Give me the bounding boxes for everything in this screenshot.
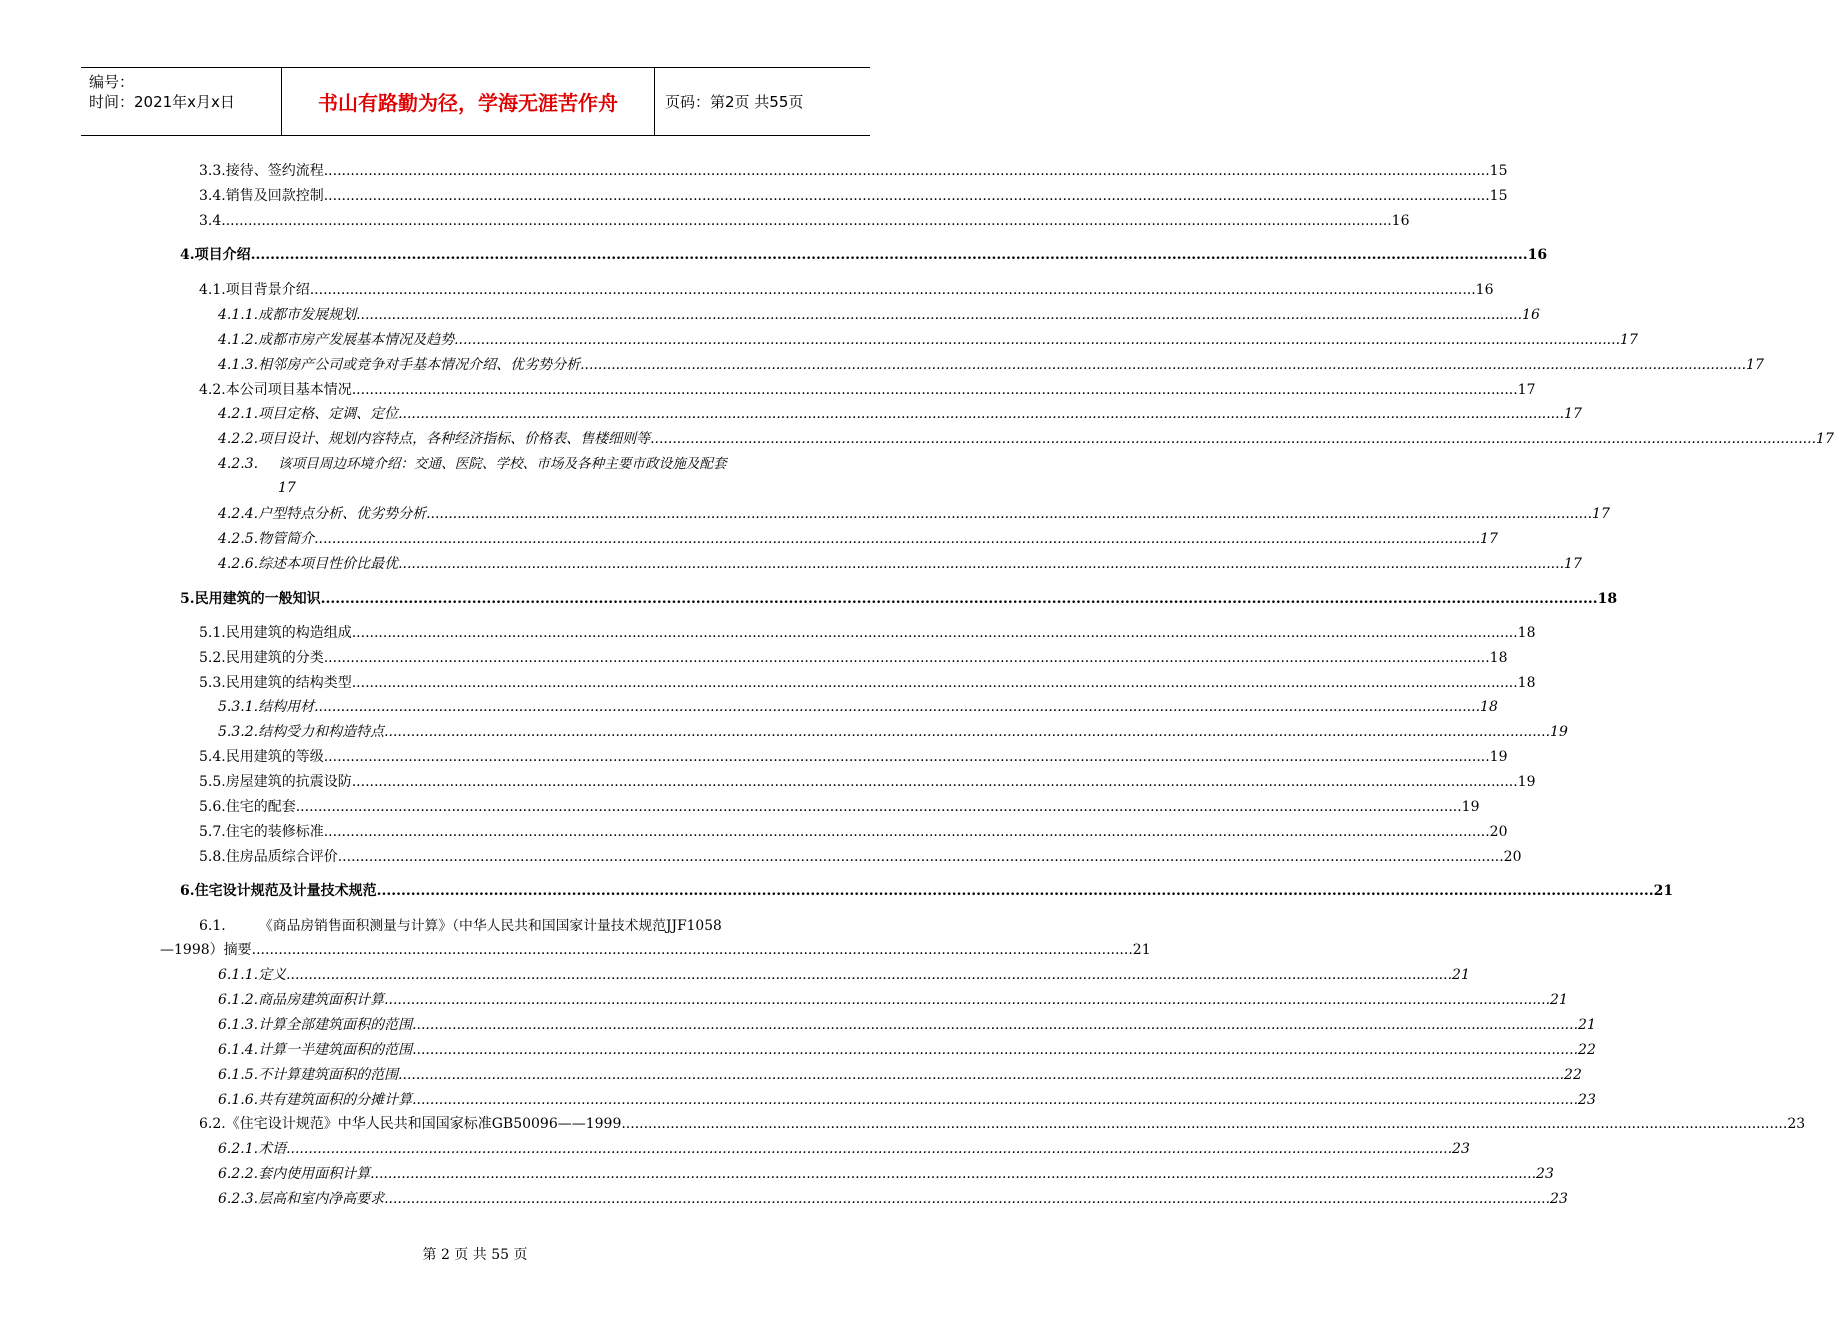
toc-page: 16 (1527, 247, 1548, 263)
toc-title-cont: —1998）摘要 (160, 942, 252, 958)
toc-subentry[interactable] (218, 695, 1498, 719)
toc-leader (384, 720, 1550, 744)
page-footer: 第 2 页 共 55 页 (422, 1247, 528, 1263)
toc-page: 20 (1489, 824, 1508, 840)
toc-leader (384, 1187, 1550, 1211)
toc-entry[interactable] (199, 621, 1536, 645)
toc-entry[interactable] (199, 209, 1410, 233)
toc-subentry[interactable] (218, 1187, 1568, 1211)
toc-number: 6.1.1. (218, 967, 259, 983)
toc-page: 23 (1550, 1191, 1568, 1207)
toc-number: 4.2.5. (218, 531, 259, 547)
toc-entry[interactable] (199, 671, 1536, 695)
toc-page: 21 (1550, 992, 1568, 1008)
toc-leader (314, 527, 1480, 551)
toc-entry[interactable] (199, 278, 1494, 302)
toc-leader (398, 1063, 1564, 1087)
header-motto: 书山有路勤为径，学海无涯苦作舟 (281, 68, 655, 135)
toc-subentry[interactable] (218, 1162, 1554, 1186)
toc-number: 4.2. (199, 382, 226, 398)
toc-leader: ...................................................................................................................................................................................................... (251, 942, 1133, 958)
toc-number: 5.5. (199, 774, 226, 790)
toc-page: 16 (1522, 307, 1540, 323)
toc-title: 该项目周边环境介绍：交通、医院、学校、市场及各种主要市政设施及配套 (278, 456, 727, 472)
page-header (81, 67, 870, 136)
toc-leader (251, 243, 1528, 267)
toc-page: 15 (1489, 188, 1508, 204)
toc-title: 套内使用面积计算 (258, 1166, 371, 1182)
toc-number: 4.1. (199, 282, 226, 298)
toc-entry[interactable] (199, 770, 1536, 794)
toc-leader (296, 795, 1462, 819)
toc-title: 户型特点分析、优劣势分析 (258, 506, 427, 522)
toc-subentry[interactable] (218, 1013, 1596, 1037)
toc-leader (324, 184, 1490, 208)
toc-leader (321, 587, 1598, 611)
toc-page: 15 (1489, 163, 1508, 179)
toc-page: 18 (1517, 675, 1536, 691)
toc-leader (384, 988, 1550, 1012)
toc-page: 17 (278, 480, 296, 496)
toc-leader (412, 1013, 1578, 1037)
toc-number: 6.2.1. (218, 1141, 259, 1157)
toc-leader (286, 963, 1452, 987)
toc-number: 5.7. (199, 824, 226, 840)
toc-leader (580, 353, 1746, 377)
toc-entry[interactable] (199, 378, 1536, 402)
toc-page: 17 (1592, 506, 1610, 522)
toc-number: 3.4. (199, 188, 226, 204)
toc-page: 17 (1746, 357, 1764, 373)
toc-title: 民用建筑的一般知识 (194, 591, 321, 607)
toc-title: 商品房建筑面积计算 (258, 992, 385, 1008)
toc-entry[interactable] (199, 795, 1480, 819)
toc-subentry[interactable] (218, 502, 1610, 526)
toc-title: 相邻房产公司或竞争对手基本情况介绍、优劣势分析 (258, 357, 581, 373)
toc-title: 综述本项目性价比最优 (258, 556, 399, 572)
toc-number: 4. (180, 247, 195, 263)
toc-subentry[interactable] (218, 427, 1834, 451)
toc-chapter[interactable] (180, 243, 1548, 267)
toc-subentry[interactable] (218, 353, 1764, 377)
toc-leader (352, 770, 1518, 794)
toc-number: 4.1.1. (218, 307, 259, 323)
toc-number: 6.1.6. (218, 1092, 259, 1108)
toc-leader (324, 820, 1490, 844)
toc-leader (412, 1038, 1578, 1062)
toc-page: 19 (1461, 799, 1480, 815)
toc-title: 民用建筑的分类 (225, 650, 324, 666)
toc-leader (398, 552, 1564, 576)
toc-leader (370, 1162, 1536, 1186)
toc-entry[interactable] (199, 159, 1508, 183)
toc-subentry-wrapped[interactable] (218, 452, 806, 500)
toc-title: 项目设计、规划内容特点，各种经济指标、价格表、售楼细则等 (258, 431, 651, 447)
toc-page: 21 (1132, 942, 1151, 958)
toc-page: 16 (1391, 213, 1410, 229)
toc-page: 16 (1475, 282, 1494, 298)
toc-page: 22 (1564, 1067, 1582, 1083)
toc-entry[interactable] (199, 845, 1522, 869)
toc-number: 6.2.3. (218, 1191, 259, 1207)
toc-number: 5.8. (199, 849, 226, 865)
toc-number: 5.3.1. (218, 699, 259, 715)
toc-number: 6.2.2. (218, 1166, 259, 1182)
toc-title: 结构受力和构造特点 (258, 724, 385, 740)
toc-leader (286, 1137, 1452, 1161)
toc-entry-wrapped[interactable] (160, 914, 1151, 962)
toc-title: 定义 (258, 967, 287, 983)
toc-subentry[interactable] (218, 1137, 1470, 1161)
toc-page: 23 (1536, 1166, 1554, 1182)
toc-leader (352, 378, 1518, 402)
toc-leader (454, 328, 1620, 352)
toc-number: 5.1. (199, 625, 226, 641)
toc-leader (226, 209, 1392, 233)
toc-title: 计算全部建筑面积的范围 (258, 1017, 413, 1033)
toc-leader (398, 402, 1564, 426)
toc-title: 房屋建筑的抗震设防 (225, 774, 352, 790)
toc-page: 21 (1653, 883, 1674, 899)
toc-title: 计算一半建筑面积的范围 (258, 1042, 413, 1058)
toc-number: 5.4. (199, 749, 226, 765)
toc-page: 19 (1489, 749, 1508, 765)
toc-title: 物管简介 (258, 531, 315, 547)
toc-title: 术语 (258, 1141, 287, 1157)
toc-page: 17 (1816, 431, 1834, 447)
toc-page: 18 (1480, 699, 1498, 715)
toc-page: 18 (1597, 591, 1618, 607)
header-meta (81, 68, 281, 135)
toc-title: 民用建筑的等级 (225, 749, 324, 765)
toc-title: 项目定格、定调、定位 (258, 406, 399, 422)
toc-number: 4.2.1. (218, 406, 259, 422)
toc-subentry[interactable] (218, 402, 1582, 426)
toc-title: 不计算建筑面积的范围 (258, 1067, 399, 1083)
toc-number: 5.6. (199, 799, 226, 815)
toc-entry[interactable] (199, 1112, 1806, 1136)
toc-title: 项目介绍 (194, 247, 251, 263)
toc-subentry[interactable] (218, 988, 1568, 1012)
toc-number: 3.3. (199, 163, 226, 179)
toc-page: 17 (1564, 406, 1582, 422)
toc-number: 6.2. (199, 1116, 226, 1132)
toc-page: 21 (1578, 1017, 1596, 1033)
toc-number: 6.1.4. (218, 1042, 259, 1058)
toc-subentry[interactable] (218, 328, 1638, 352)
toc-number: 3.4. (199, 213, 226, 229)
toc-leader (314, 695, 1480, 719)
toc-title: 接待、签约流程 (225, 163, 324, 179)
toc-leader (356, 303, 1522, 327)
toc-title: 民用建筑的结构类型 (225, 675, 352, 691)
toc-subentry[interactable] (218, 527, 1498, 551)
toc-page: 23 (1787, 1116, 1806, 1132)
toc-subentry[interactable] (218, 1038, 1596, 1062)
toc-number: 4.1.2. (218, 332, 259, 348)
toc-title: 民用建筑的构造组成 (225, 625, 352, 641)
toc-leader (324, 745, 1490, 769)
toc-page: 18 (1517, 625, 1536, 641)
toc-title: 住宅设计规范及计量技术规范 (194, 883, 377, 899)
toc-title: 住宅的装修标准 (225, 824, 324, 840)
toc-number: 5.2. (199, 650, 226, 666)
serial-label: 编号： (89, 73, 135, 91)
toc-number: 5.3. (199, 675, 226, 691)
toc-number: 5.3.2. (218, 724, 259, 740)
toc-entry[interactable] (199, 184, 1508, 208)
toc-page: 17 (1564, 556, 1582, 572)
toc-title: 结构用材 (258, 699, 315, 715)
toc-chapter[interactable] (180, 587, 1618, 611)
toc-leader (324, 646, 1490, 670)
toc-subentry[interactable] (218, 1063, 1582, 1087)
toc-number: 6. (180, 883, 195, 899)
toc-page: 19 (1550, 724, 1568, 740)
toc-title: 成都市房产发展基本情况及趋势 (258, 332, 455, 348)
toc-title: 项目背景介绍 (225, 282, 310, 298)
toc-title: 住房品质综合评价 (225, 849, 338, 865)
toc-leader (650, 427, 1816, 451)
toc-entry[interactable] (199, 745, 1508, 769)
toc-leader (352, 671, 1518, 695)
toc-leader (377, 879, 1654, 903)
toc-page: 23 (1578, 1092, 1596, 1108)
toc-title: 住宅的配套 (225, 799, 296, 815)
toc-title: 共有建筑面积的分摊计算 (258, 1092, 413, 1108)
toc-subentry[interactable] (218, 303, 1540, 327)
toc-subentry[interactable] (218, 720, 1568, 744)
toc-page: 18 (1489, 650, 1508, 666)
toc-number: 4.2.2. (218, 431, 259, 447)
toc-title: 销售及回款控制 (225, 188, 324, 204)
toc-leader (324, 159, 1490, 183)
toc-leader (310, 278, 1476, 302)
toc-number: 4.1.3. (218, 357, 259, 373)
toc-number: 6.1.3. (218, 1017, 259, 1033)
toc-page: 19 (1517, 774, 1536, 790)
toc-leader (412, 1088, 1578, 1112)
toc-page: 20 (1503, 849, 1522, 865)
toc-leader (621, 1112, 1787, 1136)
toc-page: 17 (1517, 382, 1536, 398)
toc-title: 本公司项目基本情况 (225, 382, 352, 398)
toc-entry[interactable] (199, 646, 1508, 670)
toc-leader (426, 502, 1592, 526)
toc-number: 4.2.4. (218, 506, 259, 522)
time-label: 时间：2021年x月x日 (89, 93, 235, 111)
toc-title: 层高和室内净高要求 (258, 1191, 385, 1207)
toc-subentry[interactable] (218, 552, 1582, 576)
toc-subentry[interactable] (218, 963, 1470, 987)
toc-number: 6.1.5. (218, 1067, 259, 1083)
toc-page: 23 (1452, 1141, 1470, 1157)
toc-page: 22 (1578, 1042, 1596, 1058)
toc-chapter[interactable] (180, 879, 1674, 903)
toc-title: 《商品房销售面积测量与计算》（中华人民共和国国家计量技术规范JJF1058 (259, 918, 722, 934)
toc-page: 21 (1452, 967, 1470, 983)
toc-number: 4.2.3. (218, 456, 259, 472)
toc-number: 5. (180, 591, 195, 607)
toc-title: 《住宅设计规范》中华人民共和国国家标准GB50096——1999 (225, 1116, 622, 1132)
toc-subentry[interactable] (218, 1088, 1596, 1112)
toc-page: 17 (1620, 332, 1638, 348)
toc-number: 4.2.6. (218, 556, 259, 572)
toc-title: 成都市发展规划 (258, 307, 357, 323)
toc-number: 6.1. (199, 918, 226, 934)
toc-entry[interactable] (199, 820, 1508, 844)
header-page-label: 页码：第2页 共55页 (665, 93, 804, 111)
toc-number: 6.1.2. (218, 992, 259, 1008)
toc-leader (352, 621, 1518, 645)
toc-page: 17 (1480, 531, 1498, 547)
toc-leader (338, 845, 1504, 869)
